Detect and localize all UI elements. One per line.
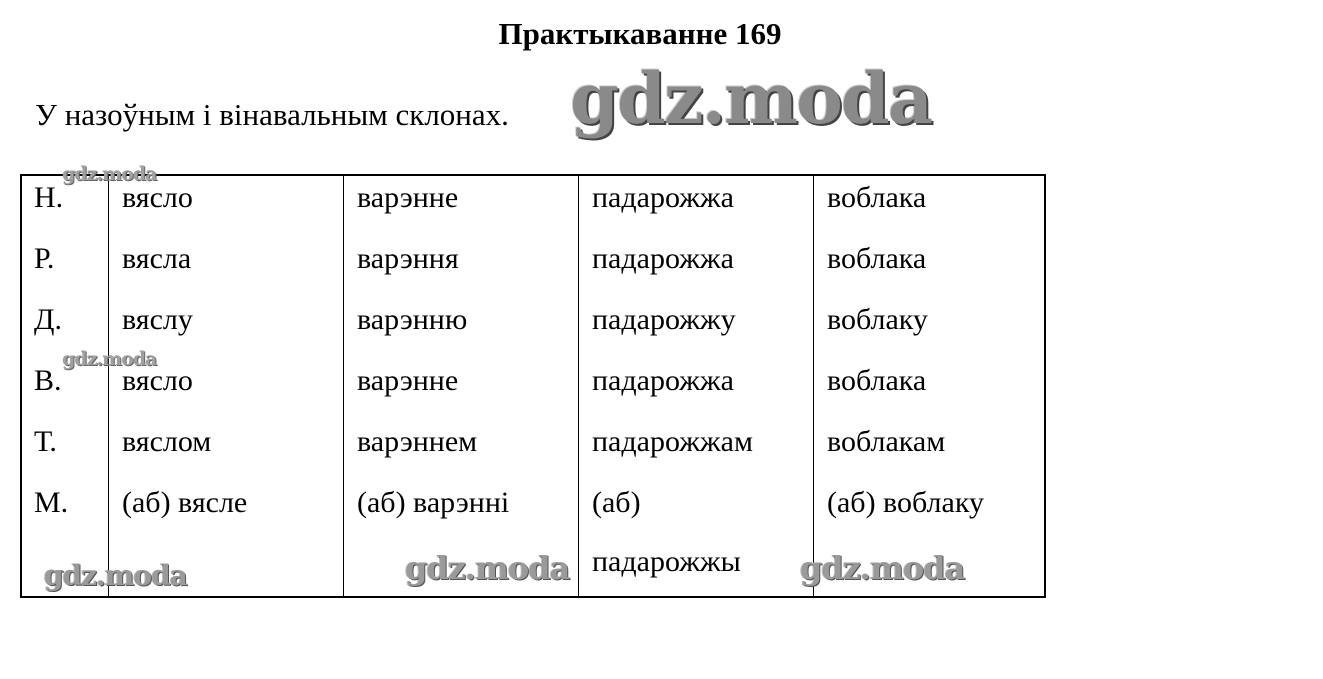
intro-text: У назоўным і вінавальным склонах.	[35, 97, 509, 132]
table-cell: (аб) варэнні	[357, 486, 510, 519]
table-cell: (аб)	[592, 486, 641, 519]
table-cell: вясло	[122, 181, 193, 214]
table-cell: варэнне	[357, 364, 459, 397]
column-divider	[578, 176, 579, 596]
table-cell: воблакам	[827, 425, 946, 458]
watermark-small: gdz.moda	[62, 163, 157, 185]
table-cell: падарожжа	[592, 364, 734, 397]
table-cell: воблака	[827, 242, 927, 275]
case-label: Н.	[34, 181, 64, 214]
table-cell: падарожжам	[592, 425, 753, 458]
table-cell: воблака	[827, 181, 927, 214]
watermark-logo: gdz.moda	[570, 57, 932, 140]
table-cell: падарожжа	[592, 242, 734, 275]
case-label: В.	[34, 364, 62, 397]
watermark-medium: gdz.moda	[800, 549, 965, 587]
page-title: Практыкаванне 169	[498, 16, 782, 51]
table-cell: вясла	[122, 242, 192, 275]
table-cell: варэння	[357, 242, 459, 275]
case-label: Т.	[34, 425, 57, 458]
table-cell: варэннем	[357, 425, 478, 458]
case-label: Р.	[34, 242, 55, 275]
declension-table	[20, 174, 1046, 598]
case-label: М.	[34, 486, 69, 519]
watermark-small: gdz.moda	[62, 348, 157, 370]
table-cell: падарожжу	[592, 303, 736, 336]
table-cell: падарожжа	[592, 181, 734, 214]
case-label: Д.	[34, 303, 62, 336]
table-cell: (аб) вясле	[122, 486, 248, 519]
table-cell: варэнню	[357, 303, 468, 336]
watermark-medium: gdz.moda	[405, 549, 570, 587]
table-cell: вяслом	[122, 425, 212, 458]
table-cell: воблаку	[827, 303, 928, 336]
column-divider	[343, 176, 344, 596]
table-cell: варэнне	[357, 181, 459, 214]
table-cell: воблака	[827, 364, 927, 397]
table-cell: (аб) воблаку	[827, 486, 984, 519]
column-divider	[108, 176, 109, 596]
table-cell-continuation: падарожжы	[592, 545, 741, 578]
table-cell: вясло	[122, 364, 193, 397]
column-divider	[813, 176, 814, 596]
table-cell: вяслу	[122, 303, 193, 336]
watermark-medium: gdz.moda	[44, 559, 187, 592]
